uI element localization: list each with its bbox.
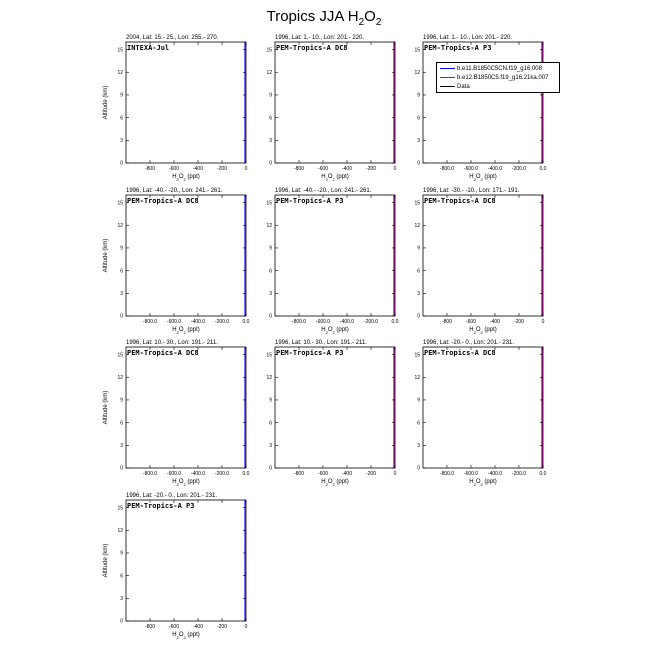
y-tick-label: 15 <box>414 352 420 359</box>
title-after: O <box>364 8 376 25</box>
chart-panel <box>245 30 405 191</box>
y-tick-label: 3 <box>417 443 420 450</box>
chart-panel <box>96 488 256 649</box>
y-tick-label: 3 <box>269 138 272 145</box>
y-tick-label: 15 <box>266 200 272 207</box>
x-axis-label <box>469 327 497 335</box>
y-tick-label: 15 <box>414 200 420 207</box>
y-tick-label: 9 <box>269 397 272 404</box>
x-tick-label: -800 <box>144 624 156 630</box>
y-tick-label: 12 <box>266 69 272 76</box>
y-tick-label: 6 <box>417 268 420 275</box>
x-tick-label: -400 <box>192 166 204 172</box>
y-tick-label: 0 <box>417 313 420 320</box>
label-part: H <box>172 174 177 180</box>
subscript: 2 <box>176 329 179 335</box>
x-axis-label <box>172 327 200 335</box>
subscript: 2 <box>183 481 186 487</box>
y-tick-label: 9 <box>417 397 420 404</box>
y-tick-label: 0 <box>417 465 420 472</box>
label-part: (ppt) <box>334 327 349 333</box>
subscript: 2 <box>480 481 483 487</box>
y-tick-label: 3 <box>120 138 123 145</box>
x-axis-label <box>172 174 200 182</box>
campaign-label: PEM-Tropics-A P3 <box>276 349 344 357</box>
plot-frame <box>126 42 246 163</box>
y-tick-label: 0 <box>269 160 272 167</box>
y-tick-label: 12 <box>414 374 420 381</box>
chart-panel <box>242 183 405 344</box>
plot-frame <box>275 347 395 468</box>
y-tick-label: 6 <box>417 420 420 427</box>
label-part: O <box>178 632 184 638</box>
y-tick-label: 3 <box>269 291 272 298</box>
campaign-label: PEM-Tropics-A DC8 <box>127 349 199 357</box>
x-axis-label <box>172 632 200 640</box>
y-axis-label: Altitude (km) <box>103 543 109 578</box>
y-tick-label: 9 <box>120 92 123 99</box>
x-axis-label <box>321 174 349 182</box>
campaign-label: PEM-Tropics-A DC8 <box>276 44 348 52</box>
y-tick-label: 3 <box>269 443 272 450</box>
x-tick-label: 0 <box>393 471 397 477</box>
x-tick-label: -600 <box>168 624 180 630</box>
legend-swatch <box>440 86 455 87</box>
panel-header: 1996, Lat: -20.- 0., Lon: 201.- 231. <box>423 340 515 346</box>
legend-label: b.e11.B1850C5CN.f19_g16.008 <box>457 65 542 72</box>
y-tick-label: 9 <box>120 550 123 557</box>
x-tick-label: -800.0 <box>142 319 158 325</box>
y-tick-label: 12 <box>117 69 123 76</box>
y-tick-label: 15 <box>266 47 272 54</box>
y-tick-label: 3 <box>120 291 123 298</box>
chart-panel <box>393 335 553 496</box>
x-tick-label: 0 <box>244 624 248 630</box>
chart-panel <box>96 335 256 496</box>
campaign-label: PEM-Tropics-A DC8 <box>424 197 496 205</box>
y-tick-label: 3 <box>120 443 123 450</box>
y-tick-label: 6 <box>417 115 420 122</box>
y-tick-label: 15 <box>117 352 123 359</box>
x-tick-label: -600 <box>317 166 329 172</box>
x-tick-label: -400 <box>192 624 204 630</box>
chart-panel <box>393 183 553 344</box>
subscript: 2 <box>473 329 476 335</box>
x-tick-label: -800 <box>293 471 305 477</box>
y-tick-label: 0 <box>120 618 123 625</box>
subscript: 2 <box>332 481 335 487</box>
label-part: (ppt) <box>482 174 497 180</box>
y-tick-label: 3 <box>417 291 420 298</box>
panel-header: 1996, Lat: 1.- 10., Lon: 201.- 220. <box>275 35 365 41</box>
x-tick-label: -200 <box>216 166 228 172</box>
y-tick-label: 12 <box>117 527 123 534</box>
x-tick-label: -800 <box>144 166 156 172</box>
subscript: 2 <box>480 329 483 335</box>
label-part: (ppt) <box>482 327 497 333</box>
subscript: 2 <box>473 481 476 487</box>
chart-panel <box>96 183 256 344</box>
x-tick-label: -200 <box>365 471 377 477</box>
x-tick-label: -200.0 <box>363 319 379 325</box>
label-part: (ppt) <box>482 479 497 485</box>
x-tick-label: -200.0 <box>511 166 527 172</box>
y-tick-label: 15 <box>117 47 123 54</box>
panel-header: 1996, Lat: -40.- -20., Lon: 241.- 261. <box>275 188 372 194</box>
subscript: 2 <box>176 634 179 640</box>
y-tick-label: 9 <box>120 245 123 252</box>
x-tick-label: -800.0 <box>439 166 455 172</box>
x-tick-label: -400.0 <box>487 166 503 172</box>
campaign-label: PEM-Tropics-A P3 <box>276 197 344 205</box>
y-tick-label: 3 <box>120 596 123 603</box>
label-part: (ppt) <box>334 479 349 485</box>
y-tick-label: 6 <box>120 268 123 275</box>
label-part: O <box>327 327 333 333</box>
x-tick-label: 0 <box>541 319 545 325</box>
x-axis-label <box>469 479 497 487</box>
y-axis-label: Altitude (km) <box>103 85 109 120</box>
chart-panel <box>96 30 256 191</box>
y-tick-label: 12 <box>266 374 272 381</box>
y-tick-label: 0 <box>417 160 420 167</box>
y-tick-label: 6 <box>269 420 272 427</box>
x-tick-label: 0.0 <box>242 471 250 477</box>
subscript: 2 <box>332 329 335 335</box>
x-tick-label: 0.0 <box>391 319 399 325</box>
label-part: H <box>469 327 474 333</box>
y-tick-label: 0 <box>120 465 123 472</box>
x-tick-label: -400.0 <box>190 319 206 325</box>
campaign-label: PEM-Tropics-A P3 <box>127 502 195 510</box>
y-tick-label: 12 <box>414 222 420 229</box>
legend-label: Data <box>457 83 470 90</box>
x-tick-label: 0.0 <box>539 166 547 172</box>
label-part: H <box>321 174 326 180</box>
panel-header: 1996, Lat: 1.- 10., Lon: 201.- 220. <box>423 35 513 41</box>
label-part: O <box>327 174 333 180</box>
campaign-label: PEM-Tropics-A P3 <box>424 44 492 52</box>
x-axis-label <box>172 479 200 487</box>
label-part: H <box>172 479 177 485</box>
panel-header: 1996, Lat: 10.- 30., Lon: 191.- 211. <box>126 340 218 346</box>
x-tick-label: -200 <box>365 166 377 172</box>
legend-item <box>440 73 548 82</box>
x-tick-label: -600 <box>465 319 477 325</box>
subscript: 2 <box>332 176 335 182</box>
label-part: H <box>469 479 474 485</box>
y-tick-label: 12 <box>266 222 272 229</box>
title-sub2: 2 <box>375 17 382 28</box>
label-part: O <box>475 327 481 333</box>
y-tick-label: 15 <box>117 200 123 207</box>
x-tick-label: -800.0 <box>291 319 307 325</box>
subscript: 2 <box>183 329 186 335</box>
label-part: O <box>178 174 184 180</box>
panel-header: 1996, Lat: -40.- -20., Lon: 241.- 261. <box>126 188 223 194</box>
x-tick-label: -200.0 <box>511 471 527 477</box>
x-tick-label: 0 <box>393 166 397 172</box>
y-tick-label: 9 <box>417 245 420 252</box>
x-tick-label: -400 <box>489 319 501 325</box>
subscript: 2 <box>183 634 186 640</box>
x-axis-label <box>321 327 349 335</box>
legend-item <box>440 82 470 91</box>
x-axis-label <box>321 479 349 487</box>
x-tick-label: -200.0 <box>214 471 230 477</box>
y-tick-label: 12 <box>414 69 420 76</box>
y-tick-label: 3 <box>417 138 420 145</box>
y-axis-label: Altitude (km) <box>103 238 109 273</box>
y-tick-label: 9 <box>120 397 123 404</box>
y-tick-label: 6 <box>269 115 272 122</box>
y-tick-label: 12 <box>117 374 123 381</box>
subscript: 2 <box>325 329 328 335</box>
plot-frame <box>275 42 395 163</box>
x-tick-label: -800.0 <box>439 471 455 477</box>
title-text: Tropics JJA H <box>266 8 359 25</box>
y-tick-label: 9 <box>269 245 272 252</box>
panel-header: 1996, Lat: 10.- 30., Lon: 191.- 211. <box>275 340 367 346</box>
y-tick-label: 0 <box>120 313 123 320</box>
label-part: (ppt) <box>185 327 200 333</box>
label-part: H <box>172 327 177 333</box>
x-tick-label: -600.0 <box>463 471 479 477</box>
subscript: 2 <box>480 176 483 182</box>
subscript: 2 <box>176 481 179 487</box>
x-tick-label: -200.0 <box>214 319 230 325</box>
y-tick-label: 9 <box>269 92 272 99</box>
plot-frame <box>126 195 246 316</box>
label-part: H <box>321 327 326 333</box>
y-tick-label: 6 <box>269 268 272 275</box>
y-tick-label: 0 <box>269 313 272 320</box>
label-part: (ppt) <box>185 632 200 638</box>
y-tick-label: 9 <box>417 92 420 99</box>
plot-frame <box>275 195 395 316</box>
x-tick-label: -800 <box>441 319 453 325</box>
y-tick-label: 15 <box>414 47 420 54</box>
label-part: O <box>178 479 184 485</box>
legend-swatch <box>440 68 455 69</box>
chart-panel <box>393 30 553 191</box>
x-axis-label <box>469 174 497 182</box>
y-tick-label: 0 <box>269 465 272 472</box>
campaign-label: PEM-Tropics-A DC8 <box>127 197 199 205</box>
x-tick-label: -600 <box>168 166 180 172</box>
x-tick-label: -600.0 <box>166 471 182 477</box>
y-tick-label: 15 <box>266 352 272 359</box>
x-tick-label: -400.0 <box>339 319 355 325</box>
subscript: 2 <box>176 176 179 182</box>
campaign-label: PEM-Tropics-A DC8 <box>424 349 496 357</box>
label-part: O <box>475 479 481 485</box>
x-tick-label: 0 <box>244 166 248 172</box>
label-part: O <box>178 327 184 333</box>
label-part: H <box>321 479 326 485</box>
legend <box>436 62 560 93</box>
subscript: 2 <box>325 481 328 487</box>
title-sub: 2 <box>358 17 365 28</box>
label-part: (ppt) <box>185 479 200 485</box>
legend-label: b.e12.B1850C5.f19_g16.21ka.007 <box>457 74 549 81</box>
plot-frame <box>423 195 543 316</box>
label-part: H <box>469 174 474 180</box>
plot-frame <box>126 347 246 468</box>
subscript: 2 <box>325 176 328 182</box>
panel-header: 1996, Lat: -30.- -10., Lon: 171.- 191. <box>423 188 520 194</box>
y-tick-label: 15 <box>117 505 123 512</box>
label-part: O <box>475 174 481 180</box>
x-tick-label: -200 <box>216 624 228 630</box>
label-part: (ppt) <box>334 174 349 180</box>
x-tick-label: -600.0 <box>463 166 479 172</box>
chart-panel <box>242 335 405 496</box>
legend-swatch <box>440 77 455 78</box>
panel-header: 1996, Lat: -20.- 0., Lon: 201.- 231. <box>126 493 218 499</box>
subscript: 2 <box>183 176 186 182</box>
x-tick-label: -600.0 <box>315 319 331 325</box>
y-tick-label: 12 <box>117 222 123 229</box>
x-tick-label: -800 <box>293 166 305 172</box>
plot-frame <box>126 500 246 621</box>
x-tick-label: 0.0 <box>539 471 547 477</box>
panel-header: 2004, Lat: 15.- 25., Lon: 255.- 270. <box>126 35 219 41</box>
plot-frame <box>423 347 543 468</box>
x-tick-label: 0.0 <box>242 319 250 325</box>
label-part: (ppt) <box>185 174 200 180</box>
campaign-label: INTEXA-Jul <box>127 44 170 52</box>
label-part: H <box>172 632 177 638</box>
y-tick-label: 6 <box>120 420 123 427</box>
y-tick-label: 0 <box>120 160 123 167</box>
x-tick-label: -400.0 <box>190 471 206 477</box>
y-axis-label: Altitude (km) <box>103 390 109 425</box>
y-tick-label: 6 <box>120 573 123 580</box>
x-tick-label: -600.0 <box>166 319 182 325</box>
label-part: O <box>327 479 333 485</box>
y-tick-label: 6 <box>120 115 123 122</box>
subscript: 2 <box>473 176 476 182</box>
plot-frame <box>423 42 543 163</box>
x-tick-label: -800.0 <box>142 471 158 477</box>
x-tick-label: -600 <box>317 471 329 477</box>
x-tick-label: -400 <box>341 166 353 172</box>
x-tick-label: -400 <box>341 471 353 477</box>
x-tick-label: -400.0 <box>487 471 503 477</box>
x-tick-label: -200 <box>513 319 525 325</box>
legend-item <box>440 64 542 73</box>
